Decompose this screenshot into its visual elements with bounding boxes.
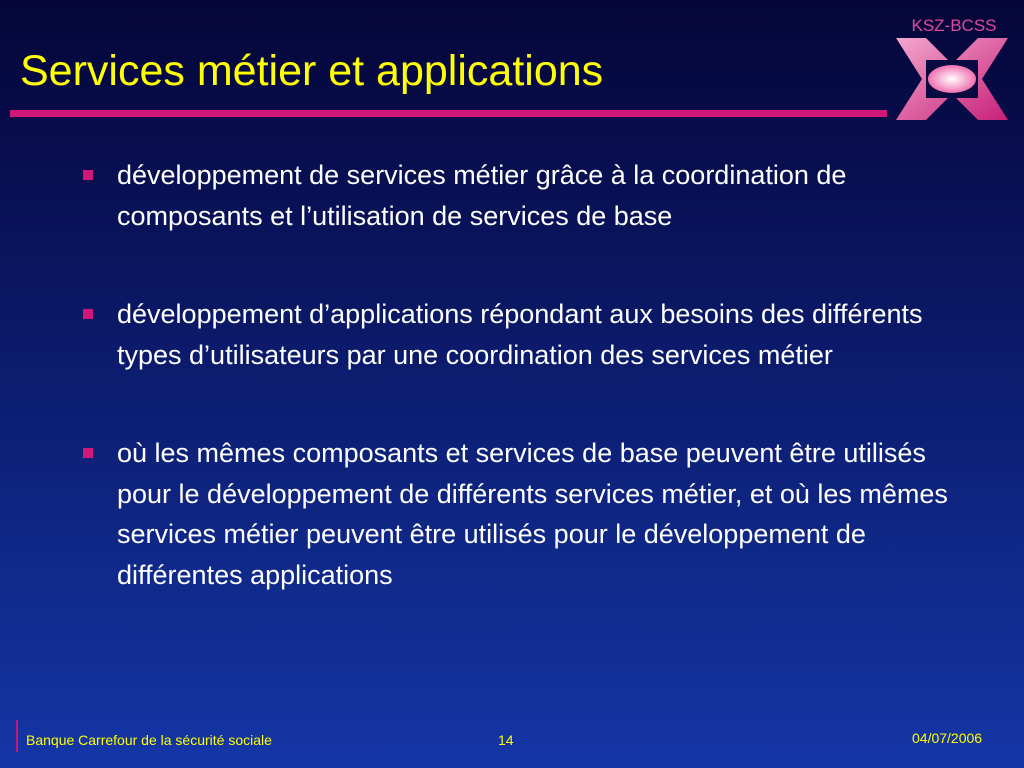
logo-text: KSZ-BCSS [911, 16, 997, 35]
bullet-square-icon [83, 170, 93, 180]
title-underline [10, 110, 887, 117]
bullet-text: où les mêmes composants et services de base peuvent être utilisés pour le développement de différents services métier, et où les mêmes services métier peuvent être utilisés pour le développement de différentes applications [117, 438, 948, 590]
list-item [80, 155, 960, 236]
footer-organization: Banque Carrefour de la sécurité sociale [26, 732, 272, 748]
bullet-square-icon [83, 448, 93, 458]
page-number: 14 [498, 732, 514, 748]
ksz-bcss-logo [890, 16, 1020, 120]
list-item [80, 294, 960, 375]
bullet-square-icon [83, 309, 93, 319]
bullet-list [80, 155, 960, 595]
bullet-text: développement de services métier grâce à la coordination de composants et l’utilisation de services de base [117, 160, 847, 231]
ksz-bcss-x-logo-icon [896, 38, 1008, 120]
bullet-text: développement d’applications répondant aux besoins des différents types d’utilisateurs par une coordination des services métier [117, 299, 923, 370]
footer-divider [16, 720, 18, 752]
footer-date: 04/07/2006 [912, 730, 983, 746]
list-item [80, 433, 960, 595]
slide-title: Services métier et applications [20, 47, 604, 95]
